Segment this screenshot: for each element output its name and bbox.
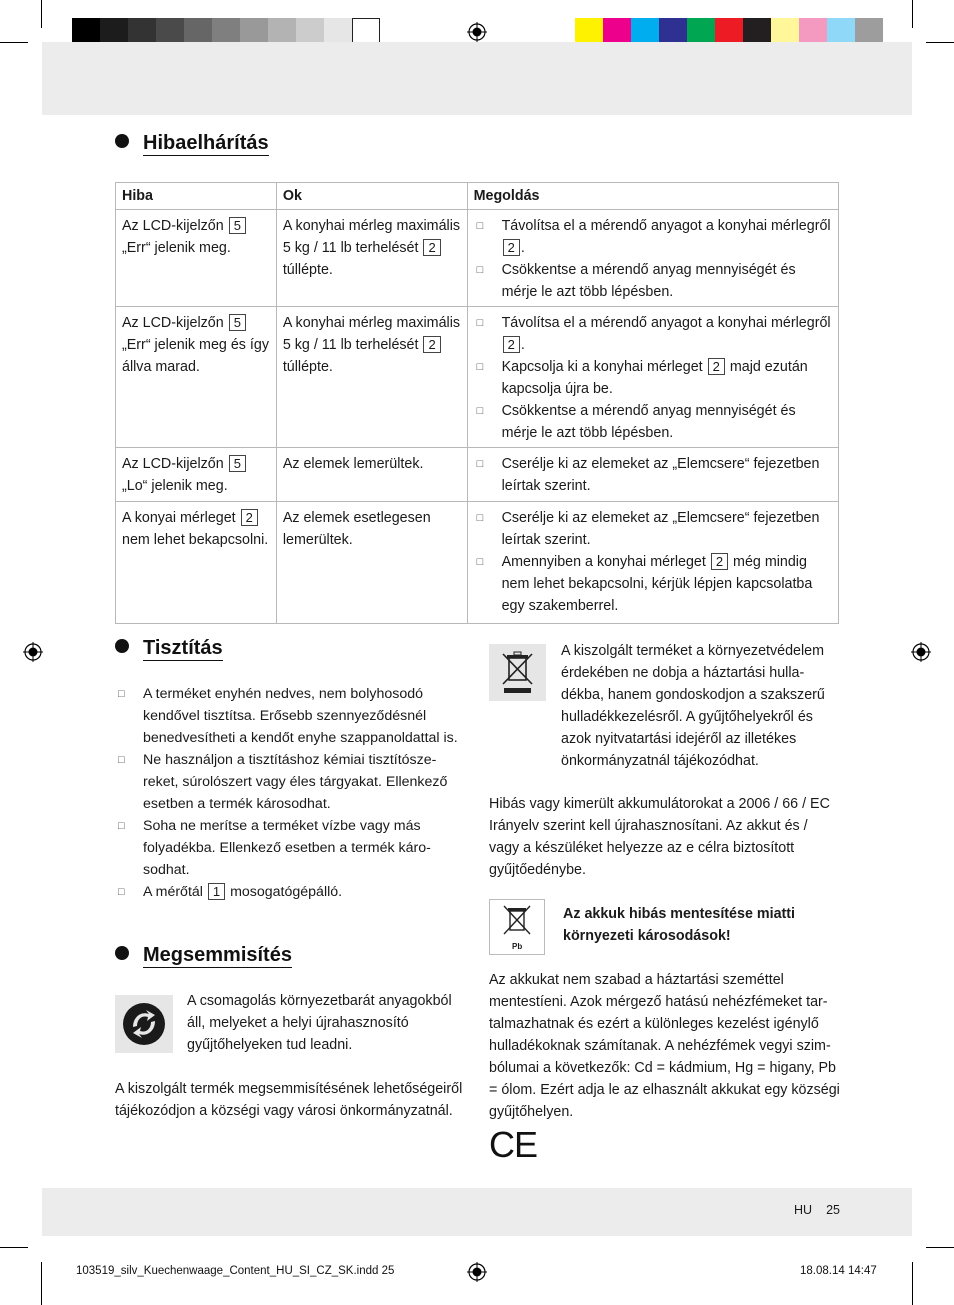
list-item	[115, 815, 467, 881]
fault-text-suffix: „Lo“ jelenik meg.	[122, 478, 228, 494]
crop-mark	[912, 1262, 913, 1305]
table-header-row	[116, 183, 839, 210]
crop-mark	[926, 1247, 954, 1248]
fault-cell	[116, 307, 277, 448]
part-number-ref: 2	[423, 336, 440, 353]
solution-list	[474, 215, 832, 303]
list-item	[115, 749, 467, 815]
recycling-icon	[115, 995, 173, 1053]
solution-text-suffix: .	[520, 337, 525, 353]
part-number-ref: 2	[423, 239, 440, 256]
solution-text: Cserélje ki az elemeket az „Elemcsere“ fejezetben leírtak szerint.	[501, 456, 820, 494]
cause-text: Az elemek lemerültek.	[282, 456, 424, 472]
cause-cell	[276, 210, 467, 307]
solution-list	[474, 312, 832, 444]
table-row	[116, 307, 839, 448]
cleaning-item-text-suffix: mosogatógépálló.	[230, 884, 343, 900]
cause-cell	[276, 448, 467, 502]
column-header-solution: Megoldás	[467, 183, 838, 210]
cause-text: A konyhai mérleg maximális 5 kg / 11 lb terhelését	[282, 315, 461, 353]
part-number-ref: 2	[241, 509, 258, 526]
cause-cell	[276, 307, 467, 448]
table-row	[116, 502, 839, 624]
cause-text: A konyhai mérleg maximális 5 kg / 11 lb terhelését	[282, 218, 461, 256]
cleaning-item-text: A terméket enyhén nedves, nem bolyhosodó kendővel tisztítsa. Erősebb szennyeződésnél benedvesítheti a kendőt enyhe szappanoldattal is.	[143, 686, 458, 746]
part-number-ref: 2	[711, 553, 728, 570]
battery-bin-pb-icon	[489, 899, 545, 955]
page-number	[794, 1203, 840, 1217]
crop-mark	[912, 0, 913, 28]
crop-mark	[41, 1262, 42, 1305]
indd-filename: 103519_silv_Kuechenwaage_Content_HU_SI_CZ_SK.indd 25	[76, 1265, 395, 1277]
fault-text: Az LCD-kijelzőn	[122, 456, 224, 472]
crop-mark	[0, 42, 28, 43]
solution-list	[474, 507, 832, 617]
table-row	[116, 448, 839, 502]
solution-cell	[467, 307, 838, 448]
cause-text: Az elemek esetlegesen lemerültek.	[282, 510, 431, 548]
solution-step	[474, 507, 832, 551]
weee-text: A kiszolgált terméket a környezetvédelem érdekében ne dobja a háztartási hulladékba, hanem gondoskodjon a szakszerű hulladékkezelésről. A gyűjtőhelyekről és azok nyitvatartási idejéről az illetékes önkormányzatnál tájékozódhat.	[561, 643, 825, 769]
crop-mark	[41, 0, 42, 28]
solution-text: Csökkentse a mérendő anyag mennyiségét és mérje le azt több lépésben.	[501, 403, 796, 441]
solution-cell	[467, 210, 838, 307]
solution-text: Távolítsa el a mérendő anyagot a konyhai mérlegről	[501, 315, 831, 331]
solution-text-suffix: .	[520, 240, 525, 256]
ce-mark-icon: CE	[489, 1124, 538, 1165]
solution-cell	[467, 448, 838, 502]
bullet-dot-icon	[115, 946, 129, 960]
registration-mark-icon	[23, 642, 43, 662]
battery-recycling-text: Hibás vagy kimerült akkumulátorokat a 2006 / 66 / EC Irányelv szerint kell újrahasznosítani. Az akkut és / vagy a készüléket helyezze az e célra biztosított gyűjtőedénybe.	[489, 796, 830, 878]
cause-text-suffix: túllépte.	[282, 262, 333, 278]
crossed-bin-icon	[489, 644, 546, 701]
section-heading-disposal: Megsemmisítés	[115, 944, 292, 967]
registration-mark-icon	[467, 1262, 487, 1282]
bullet-dot-icon	[115, 134, 129, 148]
solution-step	[474, 215, 832, 259]
solution-text-suffix: még mindig nem lehet bekapcsolni, kérjük lépjen kapcsolatba egy szakemberrel.	[501, 554, 813, 614]
footer-band	[42, 1188, 912, 1236]
part-number-ref: 5	[229, 455, 246, 472]
crop-mark	[926, 42, 954, 43]
crop-mark	[0, 1247, 28, 1248]
list-item	[115, 881, 467, 903]
fault-text: Az LCD-kijelzőn	[122, 315, 224, 331]
fault-text: Az LCD-kijelzőn	[122, 218, 224, 234]
solution-text: Távolítsa el a mérendő anyagot a konyhai mérlegről	[501, 218, 831, 234]
solution-step	[474, 453, 832, 497]
solution-step	[474, 551, 832, 617]
solution-cell	[467, 502, 838, 624]
solution-text: Csökkentse a mérendő anyag mennyiségét és mérje le azt több lépésben.	[501, 262, 796, 300]
cleaning-item-text: Soha ne merítse a terméket vízbe vagy más folyadékba. Ellenkező esetben a termék károsodhat.	[143, 818, 431, 878]
table-row	[116, 210, 839, 307]
fault-cell	[116, 210, 277, 307]
fault-text-suffix: nem lehet bekapcsolni.	[122, 532, 269, 548]
page-number-value: 25	[826, 1203, 840, 1217]
solution-text: Cserélje ki az elemeket az „Elemcsere“ fejezetben leírtak szerint.	[501, 510, 820, 548]
bullet-dot-icon	[115, 639, 129, 653]
cleaning-item-text: Ne használjon a tisztításhoz kémiai tisztítószereket, súrolószert vagy éles tárgyakat. Ellenkező esetben a termék károsodhat.	[143, 752, 448, 812]
fault-cell	[116, 502, 277, 624]
fault-cell	[116, 448, 277, 502]
solution-text: Amennyiben a konyhai mérleget	[501, 554, 706, 570]
solution-step	[474, 259, 832, 303]
part-number-ref: 2	[503, 239, 520, 256]
list-item	[115, 683, 467, 749]
solution-step	[474, 400, 832, 444]
part-number-ref: 5	[229, 314, 246, 331]
print-timestamp: 18.08.14 14:47	[800, 1265, 877, 1277]
column-header-cause: Ok	[276, 183, 467, 210]
battery-icon-label: Pb	[512, 942, 523, 951]
fault-text: A konyai mérleget	[122, 510, 236, 526]
registration-mark-icon	[467, 22, 487, 42]
fault-text-suffix: „Err“ jelenik meg és így állva marad.	[122, 337, 269, 375]
cause-cell	[276, 502, 467, 624]
battery-warning: Az akkuk hibás mentesítése miatti környezeti károsodások!	[563, 906, 796, 944]
column-header-fault: Hiba	[116, 183, 277, 210]
section-heading-troubleshooting: Hibaelhárítás	[115, 132, 269, 155]
solution-text: Kapcsolja ki a konyhai mérleget	[501, 359, 703, 375]
part-number-ref: 5	[229, 217, 246, 234]
language-code: HU	[794, 1203, 813, 1217]
cleaning-list	[115, 683, 467, 903]
registration-mark-icon	[911, 642, 931, 662]
part-number-ref: 2	[708, 358, 725, 375]
cause-text-suffix: túllépte.	[282, 359, 333, 375]
battery-details-text: Az akkukat nem szabad a háztartási szeméttel mentestíeni. Azok mérgező hatású nehézfémeket tartalmazhatnak és ezért a különleges kezelést igénylő hulladékoknak számítanak. A nehézfémek vegyi szimbólumai a következők: Cd = kádmium, Hg = higany, Pb = ólom. Ezért adja le az elhasznált akkukat egy községi gyűjtőhelyen.	[489, 972, 840, 1120]
packaging-text: A csomagolás környezetbarát anyagokból áll, melyeket a helyi újrahasznosító gyűjtőhelyeken tud leadni.	[187, 993, 452, 1053]
part-number-ref: 1	[208, 883, 225, 900]
troubleshooting-table	[115, 182, 839, 624]
header-band	[42, 42, 912, 115]
product-disposal-text: A kiszolgált termék megsemmisítésének lehetőségeiről tájékozódjon a községi vagy városi önkormányzatnál.	[115, 1081, 463, 1119]
fault-text-suffix: „Err“ jelenik meg.	[122, 240, 231, 256]
solution-step	[474, 356, 832, 400]
solution-list	[474, 453, 832, 497]
section-heading-cleaning: Tisztítás	[115, 637, 223, 660]
solution-text-suffix: majd ezután kapcsolja újra be.	[501, 359, 808, 397]
cleaning-item-text: A mérőtál	[143, 884, 203, 900]
solution-step	[474, 312, 832, 356]
part-number-ref: 2	[503, 336, 520, 353]
